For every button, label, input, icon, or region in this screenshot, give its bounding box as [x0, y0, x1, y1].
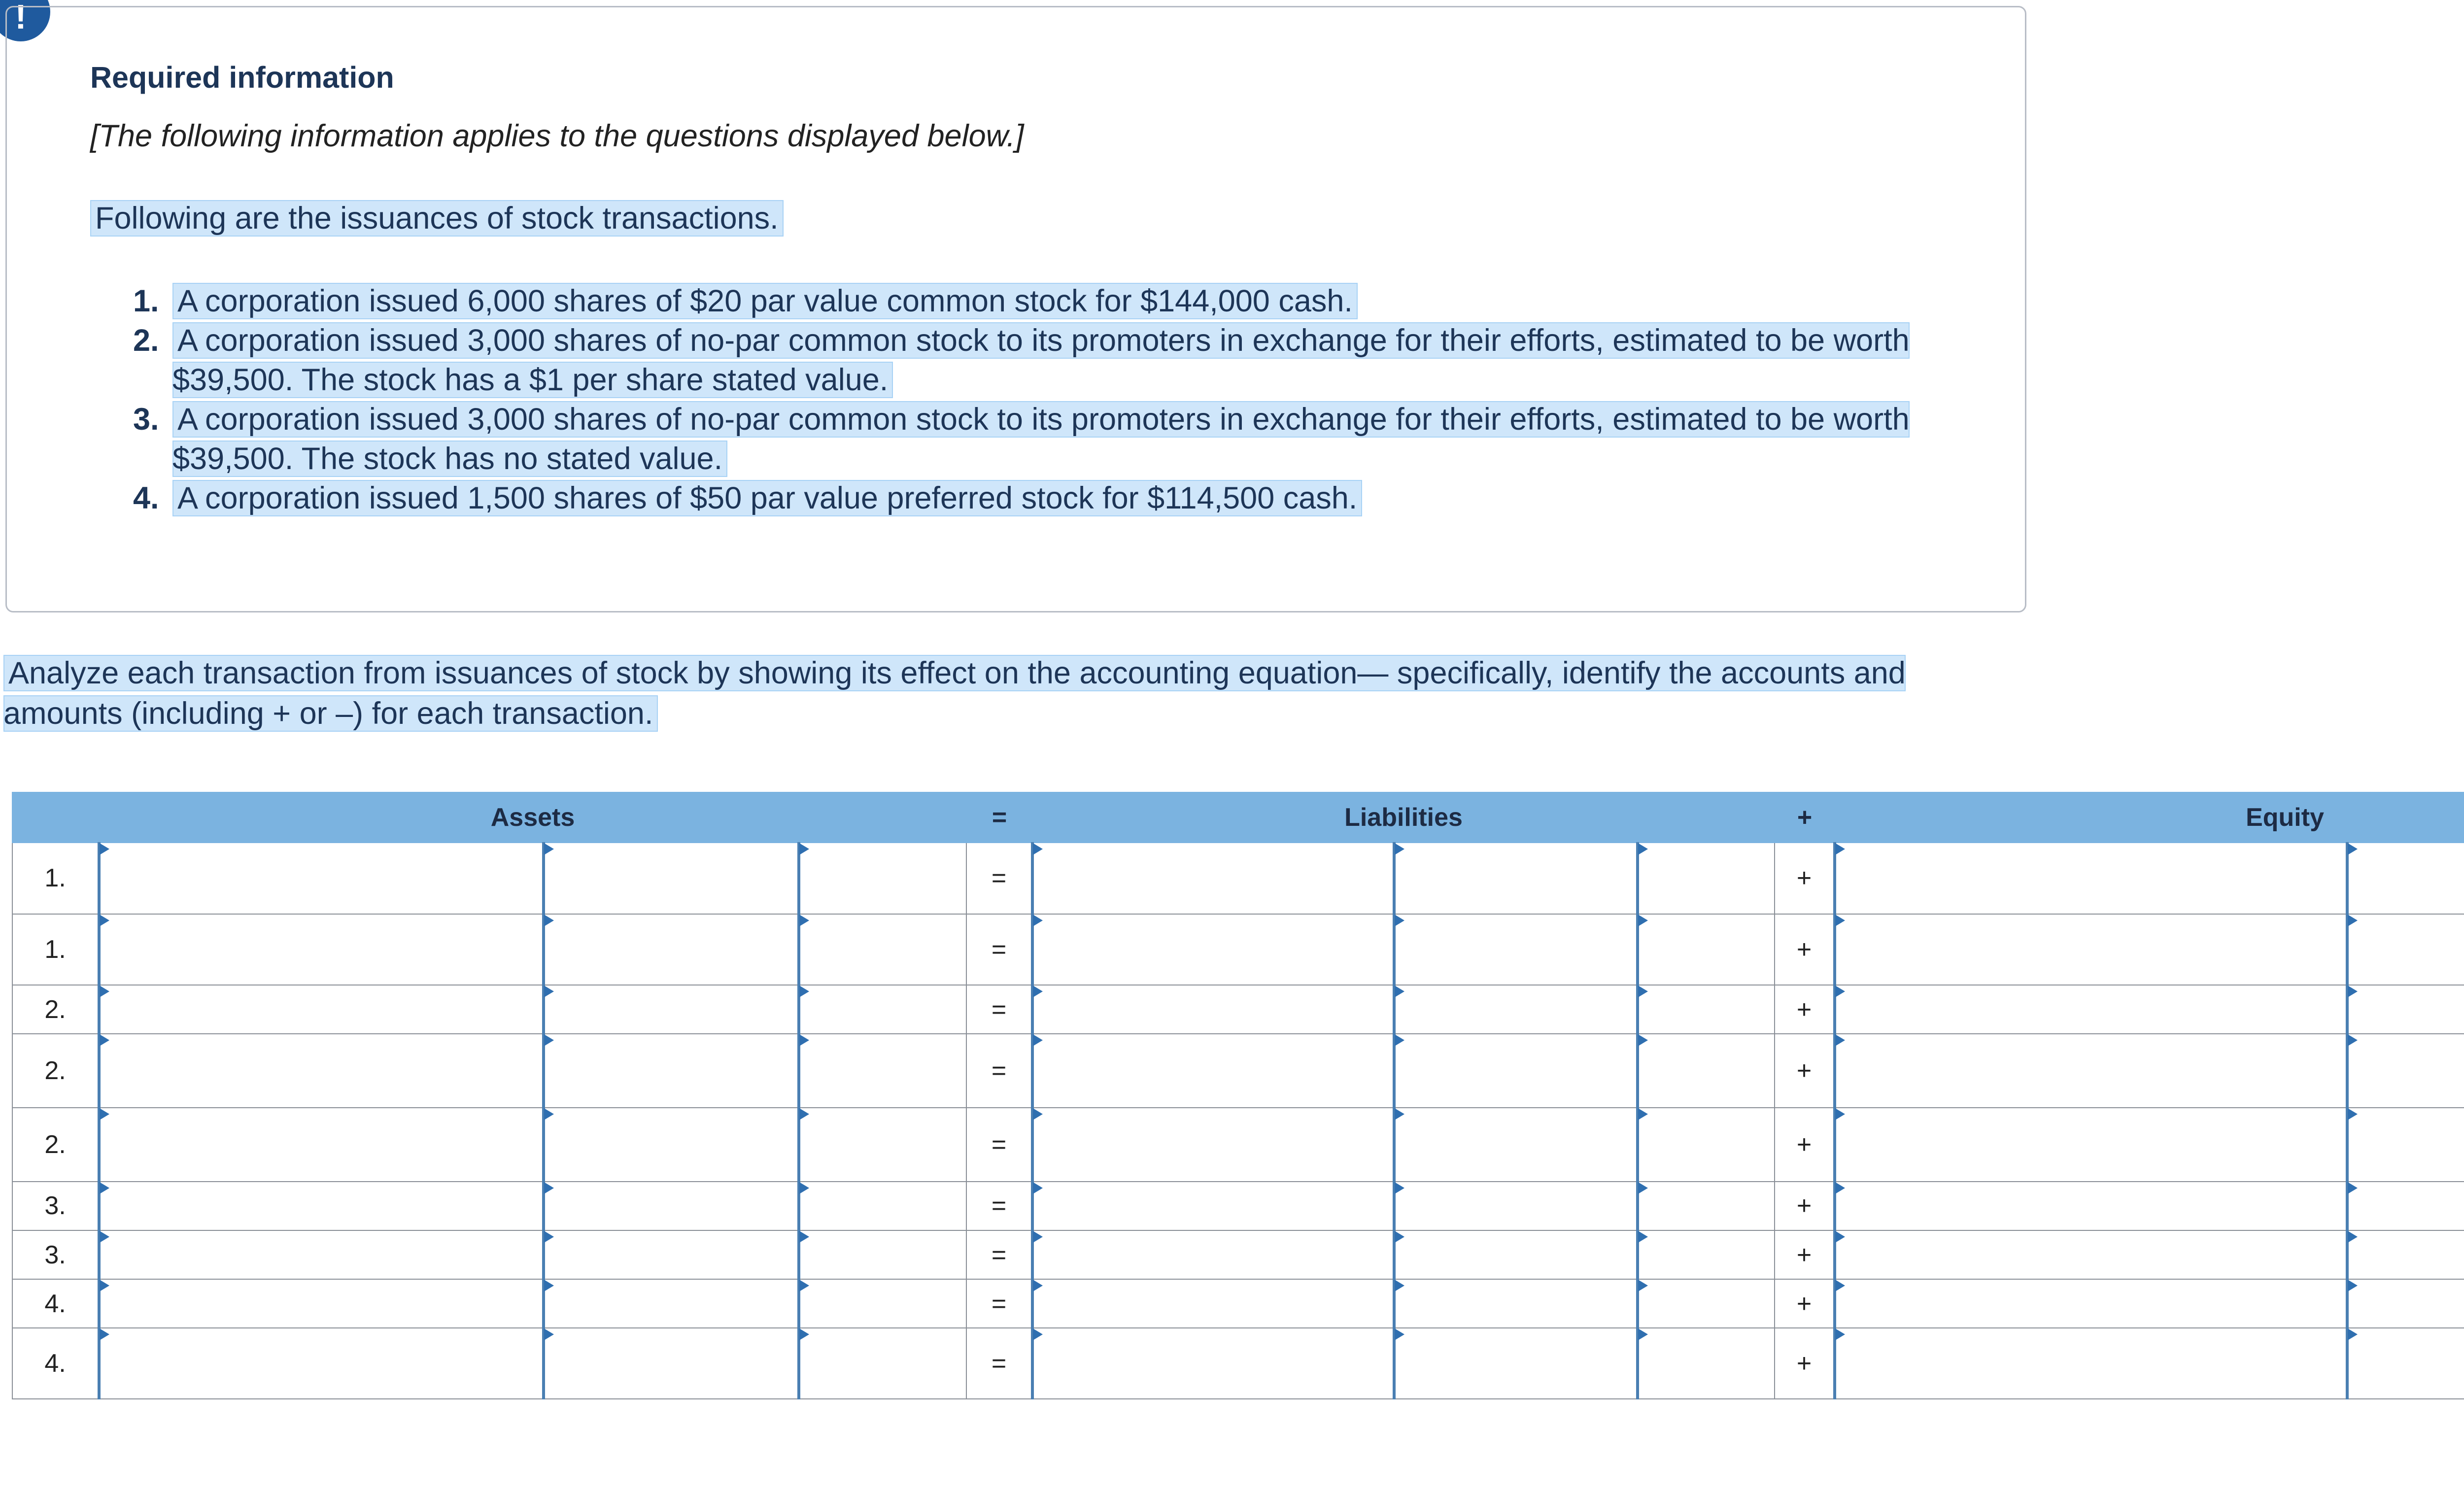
asset-amount-2-input-cell[interactable]	[799, 1230, 966, 1279]
liability-amount-input-cell[interactable]	[1394, 1182, 1638, 1230]
table-row	[12, 843, 2464, 914]
asset-account-input-cell[interactable]	[99, 1230, 544, 1279]
liability-account-input[interactable]	[1034, 985, 1393, 1033]
asset-amount-2-input-cell[interactable]	[799, 843, 966, 914]
asset-amount-2-input[interactable]	[800, 1108, 966, 1181]
asset-amount-input-cell[interactable]	[544, 914, 799, 985]
equity-amount-input[interactable]	[2349, 843, 2464, 914]
equity-amount-input[interactable]	[2349, 1108, 2464, 1181]
liability-amount-2-input[interactable]	[1639, 915, 1774, 985]
row-label: 1.	[12, 914, 99, 985]
equity-amount-input[interactable]	[2349, 985, 2464, 1033]
transactions-intro	[90, 201, 784, 236]
liability-amount-2-input-cell[interactable]	[1638, 1182, 1775, 1230]
liability-account-input-cell[interactable]	[1032, 843, 1394, 914]
question-prompt-text: Analyze each transaction from issuances of stock by showing its effect on the accounting equation— specifically, identify the accounts and amounts (including + or –) for each transaction.	[3, 656, 1906, 731]
liability-amount-input-cell[interactable]	[1394, 843, 1638, 914]
equals-sign: =	[966, 1108, 1032, 1182]
asset-account-input[interactable]	[101, 1231, 542, 1279]
asset-amount-2-input-cell[interactable]	[799, 1279, 966, 1328]
asset-amount-input-cell[interactable]	[544, 985, 799, 1034]
equity-amount-input-cell[interactable]	[2347, 843, 2464, 914]
asset-account-input[interactable]	[101, 1034, 542, 1107]
liability-account-input[interactable]	[1034, 1034, 1393, 1107]
equals-sign: =	[966, 1182, 1032, 1230]
plus-sign: +	[1775, 1182, 1835, 1230]
liability-account-input[interactable]	[1034, 915, 1393, 985]
table-row	[12, 1182, 2464, 1230]
equity-amount-input-cell[interactable]	[2347, 985, 2464, 1034]
equals-sign: =	[966, 1230, 1032, 1279]
equity-account-input[interactable]	[1836, 1328, 2346, 1398]
table-row	[12, 1108, 2464, 1182]
liability-amount-2-input-cell[interactable]	[1638, 843, 1775, 914]
row-label: 2.	[12, 985, 99, 1034]
accounting-equation-table	[12, 792, 2464, 1399]
liability-amount-input[interactable]	[1396, 1182, 1636, 1230]
table-row	[12, 1034, 2464, 1108]
asset-amount-2-input[interactable]	[800, 1034, 966, 1107]
equity-account-input-cell[interactable]	[1835, 1034, 2347, 1108]
equity-account-input[interactable]	[1836, 1280, 2346, 1327]
table-row	[12, 1279, 2464, 1328]
transaction-number: 1.	[133, 284, 159, 318]
equity-account-input[interactable]	[1836, 915, 2346, 985]
liability-amount-input[interactable]	[1396, 1108, 1636, 1181]
liability-amount-input[interactable]	[1396, 1280, 1636, 1327]
liability-account-input-cell[interactable]	[1032, 1230, 1394, 1279]
table-row	[12, 914, 2464, 985]
equals-sign: =	[966, 1034, 1032, 1108]
row-label: 4.	[12, 1328, 99, 1399]
applies-note: [The following information applies to the questions displayed below.]	[90, 119, 1024, 153]
required-information-title: Required information	[90, 61, 394, 94]
liability-account-input[interactable]	[1034, 1231, 1393, 1279]
liability-amount-input-cell[interactable]	[1394, 1108, 1638, 1182]
row-label: 3.	[12, 1230, 99, 1279]
asset-amount-2-input-cell[interactable]	[799, 914, 966, 985]
liability-account-input[interactable]	[1034, 1328, 1393, 1398]
transaction-item	[133, 478, 1947, 518]
asset-amount-input[interactable]	[545, 843, 797, 914]
table-row	[12, 985, 2464, 1034]
liability-account-input[interactable]	[1034, 1108, 1393, 1181]
asset-amount-2-input[interactable]	[800, 985, 966, 1033]
liability-amount-2-input[interactable]	[1639, 1182, 1774, 1230]
equity-amount-input-cell[interactable]	[2347, 1279, 2464, 1328]
liability-account-input[interactable]	[1034, 1280, 1393, 1327]
asset-account-input[interactable]	[101, 985, 542, 1033]
equals-sign: =	[966, 843, 1032, 914]
equity-amount-input-cell[interactable]	[2347, 1230, 2464, 1279]
equity-account-input[interactable]	[1836, 1231, 2346, 1279]
asset-amount-input[interactable]	[545, 915, 797, 985]
liability-account-input-cell[interactable]	[1032, 1108, 1394, 1182]
liability-amount-2-input[interactable]	[1639, 1280, 1774, 1327]
transaction-text: A corporation issued 3,000 shares of no-par common stock to its promoters in exchange for their efforts, estimated to be worth $39,500. The stock has no stated value.	[172, 402, 1910, 476]
asset-account-input-cell[interactable]	[99, 1328, 544, 1399]
liability-account-input[interactable]	[1034, 1182, 1393, 1230]
equity-account-input[interactable]	[1836, 985, 2346, 1033]
liability-amount-2-input-cell[interactable]	[1638, 1108, 1775, 1182]
liability-amount-input[interactable]	[1396, 915, 1636, 985]
equity-account-input-cell[interactable]	[1835, 1182, 2347, 1230]
equity-account-input-cell[interactable]	[1835, 1108, 2347, 1182]
liability-account-input-cell[interactable]	[1032, 985, 1394, 1034]
plus-sign: +	[1775, 1108, 1835, 1182]
header-plus: +	[1775, 792, 1835, 843]
equity-amount-input-cell[interactable]	[2347, 914, 2464, 985]
table-row	[12, 1230, 2464, 1279]
alert-icon: !	[0, 0, 50, 41]
asset-account-input[interactable]	[101, 915, 542, 985]
plus-sign: +	[1775, 914, 1835, 985]
asset-amount-input[interactable]	[545, 1231, 797, 1279]
liability-account-input-cell[interactable]	[1032, 1182, 1394, 1230]
liability-amount-2-input-cell[interactable]	[1638, 985, 1775, 1034]
asset-amount-input[interactable]	[545, 1182, 797, 1230]
equity-account-input[interactable]	[1836, 1034, 2346, 1107]
liability-amount-input-cell[interactable]	[1394, 914, 1638, 985]
liability-amount-2-input-cell[interactable]	[1638, 1328, 1775, 1399]
liability-amount-input-cell[interactable]	[1394, 1034, 1638, 1108]
equals-sign: =	[966, 914, 1032, 985]
plus-sign: +	[1775, 1279, 1835, 1328]
asset-amount-input-cell[interactable]	[544, 1108, 799, 1182]
asset-amount-2-input-cell[interactable]	[799, 1034, 966, 1108]
liability-account-input-cell[interactable]	[1032, 1328, 1394, 1399]
row-label: 3.	[12, 1182, 99, 1230]
equity-account-input-cell[interactable]	[1835, 985, 2347, 1034]
asset-amount-input[interactable]	[545, 1328, 797, 1398]
transaction-item	[133, 281, 1947, 321]
asset-amount-input[interactable]	[545, 1034, 797, 1107]
equity-amount-input[interactable]	[2349, 1328, 2464, 1398]
table-body	[12, 843, 2464, 1399]
asset-account-input-cell[interactable]	[99, 1034, 544, 1108]
transaction-list	[133, 281, 1947, 518]
asset-account-input-cell[interactable]	[99, 985, 544, 1034]
liability-amount-2-input-cell[interactable]	[1638, 1034, 1775, 1108]
equity-amount-input[interactable]	[2349, 1231, 2464, 1279]
liability-amount-2-input[interactable]	[1639, 1034, 1774, 1107]
asset-amount-2-input[interactable]	[800, 843, 966, 914]
asset-amount-input[interactable]	[545, 985, 797, 1033]
asset-amount-input-cell[interactable]	[544, 1328, 799, 1399]
plus-sign: +	[1775, 985, 1835, 1034]
equity-account-input-cell[interactable]	[1835, 1230, 2347, 1279]
plus-sign: +	[1775, 1034, 1835, 1108]
asset-account-input[interactable]	[101, 1280, 542, 1327]
asset-amount-input-cell[interactable]	[544, 1279, 799, 1328]
equity-account-input[interactable]	[1836, 1108, 2346, 1181]
transaction-number: 4.	[133, 481, 159, 515]
equity-account-input-cell[interactable]	[1835, 843, 2347, 914]
equity-amount-input[interactable]	[2349, 1034, 2464, 1107]
equity-account-input[interactable]	[1836, 1182, 2346, 1230]
liability-amount-2-input[interactable]	[1639, 1231, 1774, 1279]
asset-amount-2-input[interactable]	[800, 1182, 966, 1230]
asset-amount-input-cell[interactable]	[544, 843, 799, 914]
liability-amount-2-input-cell[interactable]	[1638, 1230, 1775, 1279]
liability-account-input[interactable]	[1034, 843, 1393, 914]
liability-amount-input-cell[interactable]	[1394, 1328, 1638, 1399]
transaction-text: A corporation issued 3,000 shares of no-par common stock to its promoters in exchange for their efforts, estimated to be worth $39,500. The stock has a $1 per share stated value.	[172, 323, 1910, 397]
plus-sign: +	[1775, 1230, 1835, 1279]
transaction-text: A corporation issued 6,000 shares of $20 par value common stock for $144,000 cash.	[172, 283, 1358, 319]
asset-amount-input-cell[interactable]	[544, 1034, 799, 1108]
liability-amount-2-input-cell[interactable]	[1638, 914, 1775, 985]
equity-amount-input[interactable]	[2349, 1280, 2464, 1327]
transaction-text: A corporation issued 1,500 shares of $50 par value preferred stock for $114,500 cash.	[172, 480, 1362, 516]
row-label: 1.	[12, 843, 99, 914]
liability-amount-input[interactable]	[1396, 1328, 1636, 1398]
equity-account-input-cell[interactable]	[1835, 914, 2347, 985]
equity-amount-input-cell[interactable]	[2347, 1034, 2464, 1108]
asset-amount-2-input-cell[interactable]	[799, 1328, 966, 1399]
equity-amount-input-cell[interactable]	[2347, 1182, 2464, 1230]
equity-amount-input-cell[interactable]	[2347, 1108, 2464, 1182]
asset-account-input[interactable]	[101, 1182, 542, 1230]
row-label: 4.	[12, 1279, 99, 1328]
liability-amount-input-cell[interactable]	[1394, 985, 1638, 1034]
asset-amount-2-input[interactable]	[800, 1328, 966, 1398]
plus-sign: +	[1775, 843, 1835, 914]
liability-amount-input-cell[interactable]	[1394, 1230, 1638, 1279]
liability-amount-input[interactable]	[1396, 843, 1636, 914]
asset-account-input-cell[interactable]	[99, 914, 544, 985]
asset-amount-input[interactable]	[545, 1108, 797, 1181]
equity-account-input[interactable]	[1836, 843, 2346, 914]
asset-amount-input[interactable]	[545, 1280, 797, 1327]
equals-sign: =	[966, 1279, 1032, 1328]
liability-amount-2-input[interactable]	[1639, 985, 1774, 1033]
asset-account-input-cell[interactable]	[99, 1279, 544, 1328]
asset-account-input-cell[interactable]	[99, 1108, 544, 1182]
row-label: 2.	[12, 1034, 99, 1108]
asset-amount-2-input-cell[interactable]	[799, 985, 966, 1034]
transaction-number: 3.	[133, 402, 159, 437]
equity-account-input-cell[interactable]	[1835, 1279, 2347, 1328]
liability-account-input-cell[interactable]	[1032, 1279, 1394, 1328]
asset-amount-2-input[interactable]	[800, 915, 966, 985]
liability-account-input-cell[interactable]	[1032, 1034, 1394, 1108]
asset-account-input-cell[interactable]	[99, 1182, 544, 1230]
asset-account-input[interactable]	[101, 1328, 542, 1398]
equity-account-input-cell[interactable]	[1835, 1328, 2347, 1399]
liability-account-input-cell[interactable]	[1032, 914, 1394, 985]
asset-amount-input-cell[interactable]	[544, 1230, 799, 1279]
equity-amount-input-cell[interactable]	[2347, 1328, 2464, 1399]
header-equals: =	[966, 792, 1032, 843]
equity-amount-input[interactable]	[2349, 1182, 2464, 1230]
asset-amount-2-input[interactable]	[800, 1231, 966, 1279]
asset-account-input[interactable]	[101, 1108, 542, 1181]
liability-amount-input[interactable]	[1396, 1034, 1636, 1107]
transactions-intro-text: Following are the issuances of stock transactions.	[90, 200, 784, 237]
equals-sign: =	[966, 985, 1032, 1034]
asset-amount-2-input-cell[interactable]	[799, 1108, 966, 1182]
header-row-label	[12, 792, 99, 843]
liability-amount-2-input[interactable]	[1639, 1328, 1774, 1398]
header-liabilities: Liabilities	[1032, 792, 1775, 843]
liability-amount-input-cell[interactable]	[1394, 1279, 1638, 1328]
row-label: 2.	[12, 1108, 99, 1182]
question-prompt	[3, 653, 2024, 734]
asset-account-input[interactable]	[101, 843, 542, 914]
table-header-row	[12, 792, 2464, 843]
transaction-number: 2.	[133, 323, 159, 358]
asset-amount-input-cell[interactable]	[544, 1182, 799, 1230]
header-assets: Assets	[99, 792, 966, 843]
table-row	[12, 1328, 2464, 1399]
liability-amount-2-input-cell[interactable]	[1638, 1279, 1775, 1328]
equity-amount-input[interactable]	[2349, 915, 2464, 985]
transaction-item	[133, 321, 1947, 400]
asset-account-input-cell[interactable]	[99, 843, 544, 914]
plus-sign: +	[1775, 1328, 1835, 1399]
asset-amount-2-input-cell[interactable]	[799, 1182, 966, 1230]
liability-amount-2-input[interactable]	[1639, 843, 1774, 914]
liability-amount-input[interactable]	[1396, 1231, 1636, 1279]
header-equity: Equity	[1835, 792, 2464, 843]
transaction-item	[133, 400, 1947, 478]
equals-sign: =	[966, 1328, 1032, 1399]
asset-amount-2-input[interactable]	[800, 1280, 966, 1327]
liability-amount-2-input[interactable]	[1639, 1108, 1774, 1181]
liability-amount-input[interactable]	[1396, 985, 1636, 1033]
